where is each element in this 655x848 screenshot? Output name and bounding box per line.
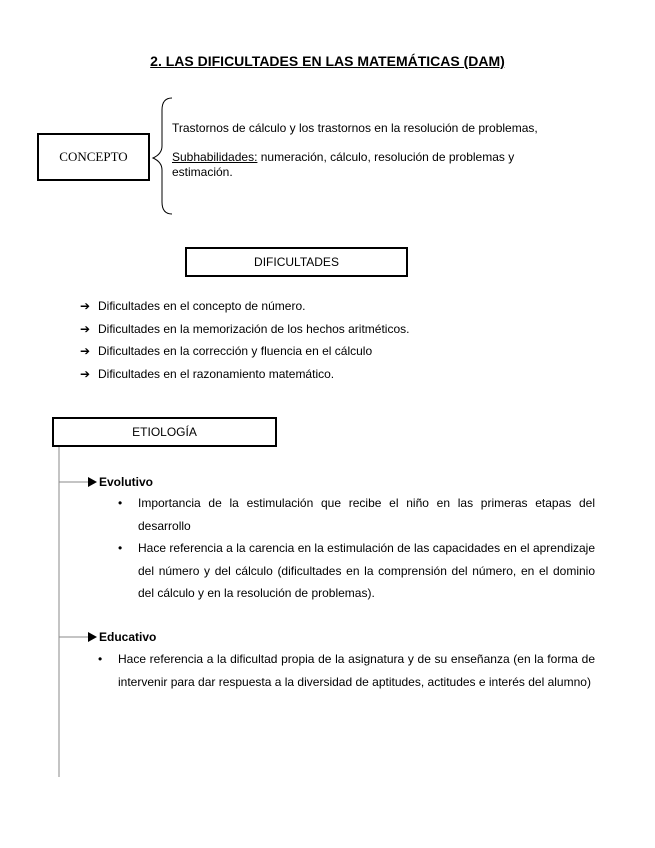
list-item: ➔ Dificultades en la memorización de los hechos aritméticos. (80, 321, 410, 336)
arrow-right-icon: ➔ (80, 321, 91, 336)
dificultades-box (185, 247, 408, 277)
concepto-line-2 (172, 150, 514, 164)
concepto-box (37, 133, 150, 181)
bullet-icon: • (118, 541, 123, 555)
subhabilidades-term: Subhabilidades: (172, 150, 258, 164)
concepto-line-3: estimación. (172, 165, 233, 179)
etiologia-label: ETIOLOGÍA (132, 425, 197, 439)
subhabilidades-text: numeración, cálculo, resolución de problemas y (257, 150, 515, 164)
arrow-right-icon: ➔ (80, 299, 91, 314)
list-item: • Importancia de la estimulación que recibe el niño en las primeras etapas del desarrollo (138, 492, 595, 537)
dificultades-list (80, 295, 409, 385)
concepto-label: CONCEPTO (59, 149, 128, 164)
page-title: 2. LAS DIFICULTADES EN LAS MATEMÁTICAS (DAM) (150, 53, 505, 69)
arrow-right-icon: ➔ (80, 344, 91, 359)
etiologia-box (52, 417, 277, 447)
evolutivo-list (118, 492, 595, 605)
bullet-icon: • (118, 496, 123, 510)
bullet-icon: • (98, 652, 103, 666)
list-item: ➔ Dificultades en la corrección y fluencia en el cálculo (80, 344, 373, 359)
etiologia-connector (52, 447, 102, 780)
educativo-heading: Educativo (99, 630, 157, 644)
arrow-right-icon: ➔ (80, 366, 91, 381)
list-item: • Hace referencia a la dificultad propia de la asignatura y de su enseñanza (en la forma de intervenir para dar respuesta a la diversidad de aptitudes, actitudes e interés del alumno) (118, 648, 595, 693)
list-item: ➔ Dificultades en el concepto de número. (80, 299, 306, 314)
concepto-line-1: Trastornos de cálculo y los trastornos en la resolución de problemas, (172, 121, 538, 135)
dificultades-label: DIFICULTADES (254, 255, 339, 269)
evolutivo-heading: Evolutivo (99, 475, 154, 489)
list-item: • Hace referencia a la carencia en la estimulación de las capacidades en el aprendizaje del número y del cálculo (dificultades en la comprensión del número, en el dominio del cálculo y en la resolución de problemas). (138, 537, 595, 605)
educativo-list (98, 648, 595, 693)
list-item: ➔ Dificultades en el razonamiento matemático. (80, 366, 335, 381)
